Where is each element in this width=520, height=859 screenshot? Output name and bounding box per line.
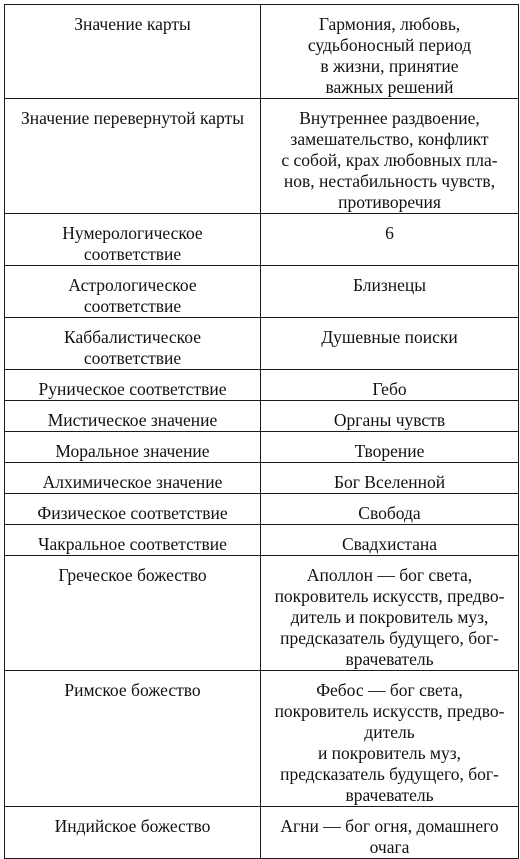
row-value [261,99,519,214]
row-label [5,318,261,370]
row-value-text: Агни — бог огня, домашнего очага [280,816,499,857]
row-value [261,556,519,671]
row-value [261,671,519,807]
row-value-text: Фебос — бог света, покровитель искусств, предво- дитель и покровитель муз, предсказатель будущего, бог- врачеватель [274,680,505,805]
table-row [5,432,519,463]
table-row [5,214,519,266]
table-row [5,463,519,494]
row-label-text: Греческое божество [58,565,207,585]
row-value-text: Свобода [358,503,421,523]
row-label-text: Значение карты [74,14,191,34]
table-row [5,99,519,214]
row-value-text: 6 [385,223,394,243]
table-row [5,671,519,807]
row-label [5,5,261,99]
row-value-text: Внутреннее раздвоение, замешательство, конфликт с собой, крах любовных пла- нов, нестабильность чувств, противоречия [281,108,498,212]
row-value [261,5,519,99]
row-value-text: Душевные поиски [321,327,458,347]
table-row [5,370,519,401]
row-value [261,463,519,494]
row-value [261,214,519,266]
row-label-text: Значение перевернутой карты [21,108,244,128]
row-label-text: Индийское божество [54,816,211,836]
row-value-text: Свадхистана [341,534,438,554]
row-value-text: Гебо [372,379,407,399]
table-row [5,494,519,525]
row-label [5,432,261,463]
row-value [261,432,519,463]
row-value [261,494,519,525]
row-value-text: Органы чувств [333,410,446,430]
row-value [261,370,519,401]
row-label [5,266,261,318]
row-label-text: Астрологическое соответствие [68,275,197,316]
row-value [261,525,519,556]
row-label [5,494,261,525]
table-row [5,401,519,432]
correspondence-table [4,4,519,859]
row-label-text: Римское божество [64,680,201,700]
row-value [261,401,519,432]
row-value-text: Творение [354,441,425,461]
table-row [5,318,519,370]
row-label-text: Нумерологическое соответствие [62,223,203,264]
row-label [5,525,261,556]
row-value [261,318,519,370]
table-row [5,525,519,556]
table-row [5,5,519,99]
row-label-text: Чакральное соответствие [38,534,227,554]
row-label-text: Руническое соответствие [38,379,227,399]
row-value-text: Близнецы [352,275,427,295]
row-label-text: Алхимическое значение [42,472,223,492]
row-label-text: Мистическое значение [47,410,218,430]
row-label-text: Каббалистическое соответствие [64,327,201,368]
row-label [5,370,261,401]
row-label [5,463,261,494]
row-value [261,266,519,318]
table-row [5,266,519,318]
row-label-text: Физическое соответствие [37,503,228,523]
row-label [5,401,261,432]
row-label [5,671,261,807]
table-row [5,556,519,671]
row-label [5,99,261,214]
row-label-text: Моральное значение [55,441,210,461]
row-value-text: Бог Вселенной [333,472,446,492]
row-value-text: Гармония, любовь, судьбоносный период в жизни, принятие важных решений [307,14,472,97]
row-label [5,556,261,671]
row-label [5,214,261,266]
row-value-text: Аполлон — бог света, покровитель искусств, предво- дитель и покровитель муз, предсказатель будущего, бог- врачеватель [274,565,505,669]
